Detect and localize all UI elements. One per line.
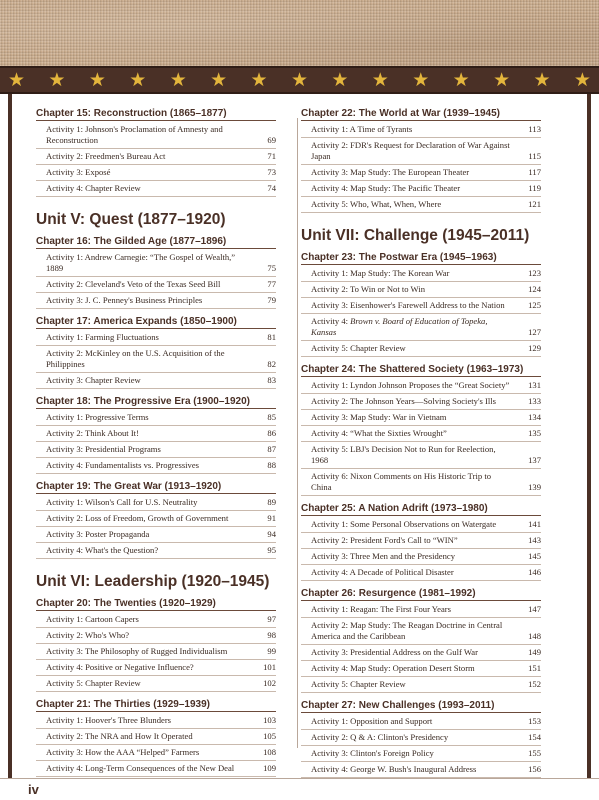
toc-entry: [301, 602, 541, 618]
activity-page-number: 135: [528, 428, 541, 438]
activity-page-number: 131: [528, 380, 541, 390]
toc-entry: [36, 713, 276, 729]
activity-title: Activity 2: Q & A: Clinton's Presidency: [311, 732, 449, 742]
activity-page-number: 86: [267, 428, 276, 438]
toc-entry: [36, 660, 276, 676]
activity-page-number: 105: [263, 731, 276, 741]
toc-entry: [36, 149, 276, 165]
activity-title: Activity 1: Reagan: The First Four Years: [311, 604, 451, 614]
page-number: iv: [28, 782, 39, 797]
star-icon: ★: [371, 68, 389, 91]
activity-page-number: 152: [528, 679, 541, 689]
toc-entry: [36, 277, 276, 293]
chapter-heading: Chapter 18: The Progressive Era (1900–1920): [36, 396, 276, 409]
star-icon: ★: [48, 68, 66, 91]
activity-page-number: 82: [267, 359, 276, 369]
activity-page-number: 97: [267, 614, 276, 624]
toc-right-column: [301, 108, 541, 794]
activity-title: Activity 6: Nixon Comments on His Historic Trip to China: [311, 471, 492, 492]
activity-title: Activity 3: Presidential Programs: [46, 444, 161, 454]
activity-page-number: 119: [528, 183, 541, 193]
toc-entry: [36, 442, 276, 458]
activity-title: Activity 3: Presidential Address on the Gulf War: [311, 647, 478, 657]
activity-title: Activity 4: Fundamentalists vs. Progressives: [46, 460, 200, 470]
activity-title: Activity 3: Exposé: [46, 167, 111, 177]
toc-entry: [36, 458, 276, 474]
toc-entry: [301, 197, 541, 213]
activity-title: Activity 2: The NRA and How It Operated: [46, 731, 193, 741]
toc-entry: [36, 346, 276, 373]
activity-title: Activity 4: Long-Term Consequences of the New Deal: [46, 763, 235, 773]
toc-entry: [301, 181, 541, 197]
activity-page-number: 79: [267, 295, 276, 305]
toc-entry: [301, 661, 541, 677]
toc-entry: [36, 330, 276, 346]
activity-title: Activity 3: Map Study: War in Vietnam: [311, 412, 447, 422]
activity-page-number: 154: [528, 732, 541, 742]
activity-page-number: 109: [263, 763, 276, 773]
toc-left-column: [36, 108, 276, 793]
activity-title: Activity 2: Who's Who?: [46, 630, 130, 640]
activity-title: Activity 1: Wilson's Call for U.S. Neutrality: [46, 497, 198, 507]
activity-title: Activity 2: McKinley on the U.S. Acquisition of the Philippines: [46, 348, 225, 369]
burlap-header-texture: [0, 0, 599, 66]
activity-page-number: 148: [528, 631, 541, 641]
star-icon: ★: [331, 68, 349, 91]
unit-heading: Unit VI: Leadership (1920–1945): [36, 573, 270, 590]
toc-entry: [301, 730, 541, 746]
activity-title: Activity 2: Map Study: The Reagan Doctrine in Central America and the Caribbean: [311, 620, 503, 641]
chapter-heading: Chapter 19: The Great War (1913–1920): [36, 481, 276, 494]
toc-entry: [301, 442, 541, 469]
toc-entry: [36, 729, 276, 745]
star-icon: ★: [129, 68, 147, 91]
activity-title: Activity 5: Chapter Review: [311, 679, 406, 689]
star-icon: ★: [290, 68, 308, 91]
activity-page-number: 139: [528, 482, 541, 492]
star-icon: ★: [533, 68, 551, 91]
activity-title: Activity 1: Lyndon Johnson Proposes the “Great Society”: [311, 380, 510, 390]
activity-page-number: 134: [528, 412, 541, 422]
activity-title: Activity 4: Map Study: Operation Desert Storm: [311, 663, 475, 673]
toc-entry: [36, 122, 276, 149]
activity-page-number: 113: [528, 124, 541, 134]
activity-title: Activity 4: George W. Bush's Inaugural Address: [311, 764, 477, 774]
chapter-heading: Chapter 25: A Nation Adrift (1973–1980): [301, 503, 541, 516]
toc-entry: [36, 181, 276, 197]
activity-title: Activity 1: Opposition and Support: [311, 716, 433, 726]
activity-page-number: 127: [528, 327, 541, 337]
activity-page-number: 88: [267, 460, 276, 470]
toc-entry: [301, 165, 541, 181]
star-banner: [0, 66, 599, 94]
activity-title: Activity 3: Clinton's Foreign Policy: [311, 748, 434, 758]
chapter-heading: Chapter 24: The Shattered Society (1963–1973): [301, 364, 541, 377]
activity-page-number: 123: [528, 268, 541, 278]
toc-entry: [301, 618, 541, 645]
activity-page-number: 91: [267, 513, 276, 523]
toc-entry: [301, 714, 541, 730]
toc-entry: [301, 410, 541, 426]
activity-title: Activity 3: The Philosophy of Rugged Individualism: [46, 646, 228, 656]
activity-title: Activity 1: Some Personal Observations on Watergate: [311, 519, 497, 529]
toc-entry: [301, 138, 541, 165]
activity-page-number: 83: [267, 375, 276, 385]
toc-entry: [301, 565, 541, 581]
toc-entry: [36, 745, 276, 761]
activity-page-number: 71: [267, 151, 276, 161]
activity-page-number: 85: [267, 412, 276, 422]
star-icon: ★: [88, 68, 106, 91]
activity-page-number: 153: [528, 716, 541, 726]
star-icon: ★: [210, 68, 228, 91]
chapter-heading: Chapter 16: The Gilded Age (1877–1896): [36, 236, 276, 249]
activity-page-number: 81: [267, 332, 276, 342]
activity-page-number: 129: [528, 343, 541, 353]
activity-title: Activity 3: Map Study: The European Theater: [311, 167, 470, 177]
activity-page-number: 99: [267, 646, 276, 656]
activity-page-number: 77: [267, 279, 276, 289]
toc-entry: [301, 341, 541, 357]
activity-title: Activity 4: What's the Question?: [46, 545, 159, 555]
toc-entry: [301, 517, 541, 533]
toc-entry: [301, 426, 541, 442]
activity-title: Activity 4: Map Study: The Pacific Theater: [311, 183, 461, 193]
chapter-heading: Chapter 15: Reconstruction (1865–1877): [36, 108, 276, 121]
toc-entry: [36, 511, 276, 527]
toc-entry: [301, 533, 541, 549]
activity-page-number: 75: [267, 263, 276, 273]
toc-entry: [301, 746, 541, 762]
activity-title: Activity 1: Farming Fluctuations: [46, 332, 159, 342]
activity-page-number: 102: [263, 678, 276, 688]
unit-heading: Unit VII: Challenge (1945–2011): [301, 227, 530, 244]
right-margin-rule: [587, 94, 591, 800]
activity-page-number: 101: [263, 662, 276, 672]
activity-page-number: 146: [528, 567, 541, 577]
toc-entry: [301, 122, 541, 138]
activity-title: Activity 1: Hoover's Three Blunders: [46, 715, 172, 725]
activity-page-number: 124: [528, 284, 541, 294]
activity-page-number: 117: [528, 167, 541, 177]
activity-page-number: 89: [267, 497, 276, 507]
activity-title: Activity 4: A Decade of Political Disaster: [311, 567, 454, 577]
toc-entry: [36, 373, 276, 389]
activity-title: Activity 2: Think About It!: [46, 428, 139, 438]
toc-entry: [36, 410, 276, 426]
star-icon: ★: [452, 68, 470, 91]
activity-page-number: 145: [528, 551, 541, 561]
toc-entry: [36, 426, 276, 442]
toc-entry: [36, 644, 276, 660]
chapter-heading: Chapter 21: The Thirties (1929–1939): [36, 699, 276, 712]
activity-title: Activity 2: The Johnson Years—Solving Society's Ills: [311, 396, 496, 406]
activity-page-number: 108: [263, 747, 276, 757]
activity-title: Activity 1: Andrew Carnegie: “The Gospel of Wealth,” 1889: [46, 252, 236, 273]
star-icon: ★: [8, 68, 26, 91]
activity-title: Activity 1: Map Study: The Korean War: [311, 268, 450, 278]
activity-title: Activity 3: Three Men and the Presidency: [311, 551, 455, 561]
toc-entry: [36, 527, 276, 543]
toc-entry: [36, 250, 276, 277]
activity-title: Activity 5: Chapter Review: [46, 678, 141, 688]
activity-title: Activity 2: Loss of Freedom, Growth of Government: [46, 513, 229, 523]
star-icon: ★: [412, 68, 430, 91]
toc-entry: [36, 612, 276, 628]
activity-page-number: 151: [528, 663, 541, 673]
star-icon: ★: [250, 68, 268, 91]
toc-entry: [36, 761, 276, 777]
activity-page-number: 125: [528, 300, 541, 310]
chapter-heading: Chapter 22: The World at War (1939–1945): [301, 108, 541, 121]
chapter-heading: Chapter 17: America Expands (1850–1900): [36, 316, 276, 329]
star-icon: ★: [169, 68, 187, 91]
chapter-heading: Chapter 27: New Challenges (1993–2011): [301, 700, 541, 713]
activity-page-number: 98: [267, 630, 276, 640]
toc-entry: [301, 314, 541, 341]
footer-bar: [0, 778, 599, 800]
toc-entry: [301, 266, 541, 282]
activity-page-number: 133: [528, 396, 541, 406]
toc-entry: [301, 549, 541, 565]
toc-entry: [301, 378, 541, 394]
chapter-heading: Chapter 23: The Postwar Era (1945–1963): [301, 252, 541, 265]
activity-title: Activity 1: Cartoon Capers: [46, 614, 139, 624]
activity-page-number: 103: [263, 715, 276, 725]
activity-title: Activity 2: President Ford's Call to “WIN”: [311, 535, 458, 545]
activity-page-number: 74: [267, 183, 276, 193]
unit-heading: Unit V: Quest (1877–1920): [36, 211, 226, 228]
activity-page-number: 143: [528, 535, 541, 545]
toc-entry: [36, 293, 276, 309]
activity-page-number: 121: [528, 199, 541, 209]
activity-title: Activity 5: LBJ's Decision Not to Run for Reelection, 1968: [311, 444, 496, 465]
toc-entry: [36, 165, 276, 181]
toc-entry: [36, 628, 276, 644]
activity-page-number: 87: [267, 444, 276, 454]
toc-entry: [301, 298, 541, 314]
toc-entry: [36, 495, 276, 511]
toc-entry: [301, 469, 541, 496]
toc-entry: [301, 645, 541, 661]
activity-title: Activity 4: “What the Sixties Wrought”: [311, 428, 447, 438]
activity-title: Activity 4: Brown v. Board of Education of Topeka, Kansas: [311, 316, 488, 337]
star-icon: ★: [493, 68, 511, 91]
activity-title: Activity 5: Who, What, When, Where: [311, 199, 442, 209]
toc-entry: [301, 282, 541, 298]
left-margin-rule: [8, 94, 12, 800]
activity-title: Activity 2: FDR's Request for Declaration of War Against Japan: [311, 140, 510, 161]
star-icon: ★: [573, 68, 591, 91]
activity-title: Activity 3: Poster Propaganda: [46, 529, 150, 539]
column-divider: [297, 118, 298, 748]
activity-title: Activity 3: Eisenhower's Farewell Address to the Nation: [311, 300, 505, 310]
activity-page-number: 149: [528, 647, 541, 657]
activity-page-number: 73: [267, 167, 276, 177]
activity-title: Activity 2: Cleveland's Veto of the Texas Seed Bill: [46, 279, 221, 289]
activity-page-number: 115: [528, 151, 541, 161]
activity-page-number: 94: [267, 529, 276, 539]
activity-title: Activity 4: Positive or Negative Influence?: [46, 662, 194, 672]
chapter-heading: Chapter 26: Resurgence (1981–1992): [301, 588, 541, 601]
toc-entry: [301, 762, 541, 778]
toc-entry: [36, 676, 276, 692]
chapter-heading: Chapter 20: The Twenties (1920–1929): [36, 598, 276, 611]
activity-page-number: 141: [528, 519, 541, 529]
activity-page-number: 137: [528, 455, 541, 465]
activity-title: Activity 4: Chapter Review: [46, 183, 141, 193]
activity-page-number: 147: [528, 604, 541, 614]
activity-title: Activity 2: To Win or Not to Win: [311, 284, 426, 294]
activity-page-number: 95: [267, 545, 276, 555]
toc-entry: [36, 543, 276, 559]
toc-entry: [301, 677, 541, 693]
activity-title: Activity 2: Freedmen's Bureau Act: [46, 151, 166, 161]
activity-page-number: 155: [528, 748, 541, 758]
toc-entry: [301, 394, 541, 410]
activity-title: Activity 1: Johnson's Proclamation of Amnesty and Reconstruction: [46, 124, 223, 145]
activity-page-number: 69: [267, 135, 276, 145]
activity-title: Activity 3: How the AAA “Helped” Farmers: [46, 747, 200, 757]
activity-title: Activity 3: J. C. Penney's Business Principles: [46, 295, 203, 305]
activity-title: Activity 1: Progressive Terms: [46, 412, 149, 422]
activity-page-number: 156: [528, 764, 541, 774]
activity-title: Activity 3: Chapter Review: [46, 375, 141, 385]
activity-title: Activity 5: Chapter Review: [311, 343, 406, 353]
activity-title: Activity 1: A Time of Tyrants: [311, 124, 413, 134]
